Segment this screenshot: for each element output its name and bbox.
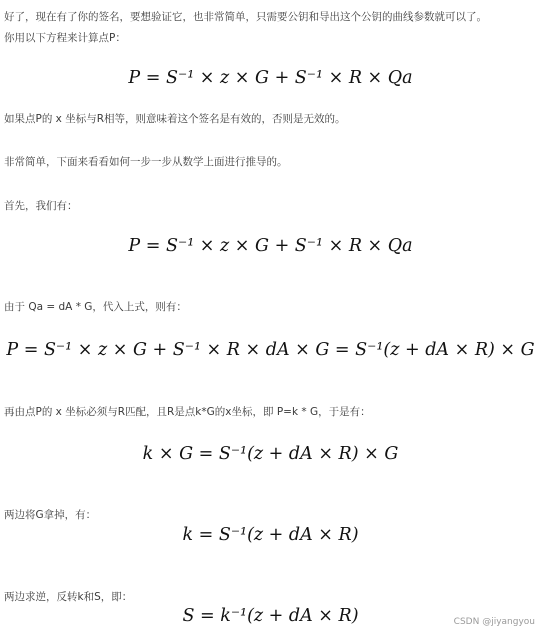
equation-3: P = S⁻¹ × z × G + S⁻¹ × R × dA × G = S⁻¹(z + dA × R) × G xyxy=(6,340,535,360)
equation-4: k × G = S⁻¹(z + dA × R) × G xyxy=(142,444,399,464)
paragraph-derivation: 非常简单，下面来看看如何一步一步从数学上面进行推导的。 xyxy=(4,156,288,168)
paragraph-remove-g: 两边将G拿掉，有： xyxy=(4,509,97,521)
paragraph-validity: 如果点P的 x 坐标与R相等，则意味着这个签名是有效的，否则是无效的。 xyxy=(4,113,346,125)
paragraph-intro: 好了，现在有了你的签名，要想验证它，也非常简单，只需要公钥和导出这个公钥的曲线参数就可以了。 xyxy=(4,11,487,23)
equation-2: P = S⁻¹ × z × G + S⁻¹ × R × Qa xyxy=(128,236,413,256)
watermark: CSDN @jiyangyou xyxy=(453,617,535,627)
equation-5: k = S⁻¹(z + dA × R) xyxy=(182,525,359,545)
equation-6: S = k⁻¹(z + dA × R) xyxy=(182,606,359,626)
paragraph-inverse: 两边求逆，反转k和S，即： xyxy=(4,591,133,603)
paragraph-substitute: 由于 Qa = dA * G，代入上式，则有： xyxy=(4,301,187,313)
paragraph-compute-p: 你用以下方程来计算点P： xyxy=(4,32,126,44)
paragraph-match: 再由点P的 x 坐标必须与R匹配，且R是点k*G的x坐标，即 P=k * G，于是有： xyxy=(4,406,371,418)
paragraph-first: 首先，我们有： xyxy=(4,200,78,212)
equation-1: P = S⁻¹ × z × G + S⁻¹ × R × Qa xyxy=(128,68,413,88)
